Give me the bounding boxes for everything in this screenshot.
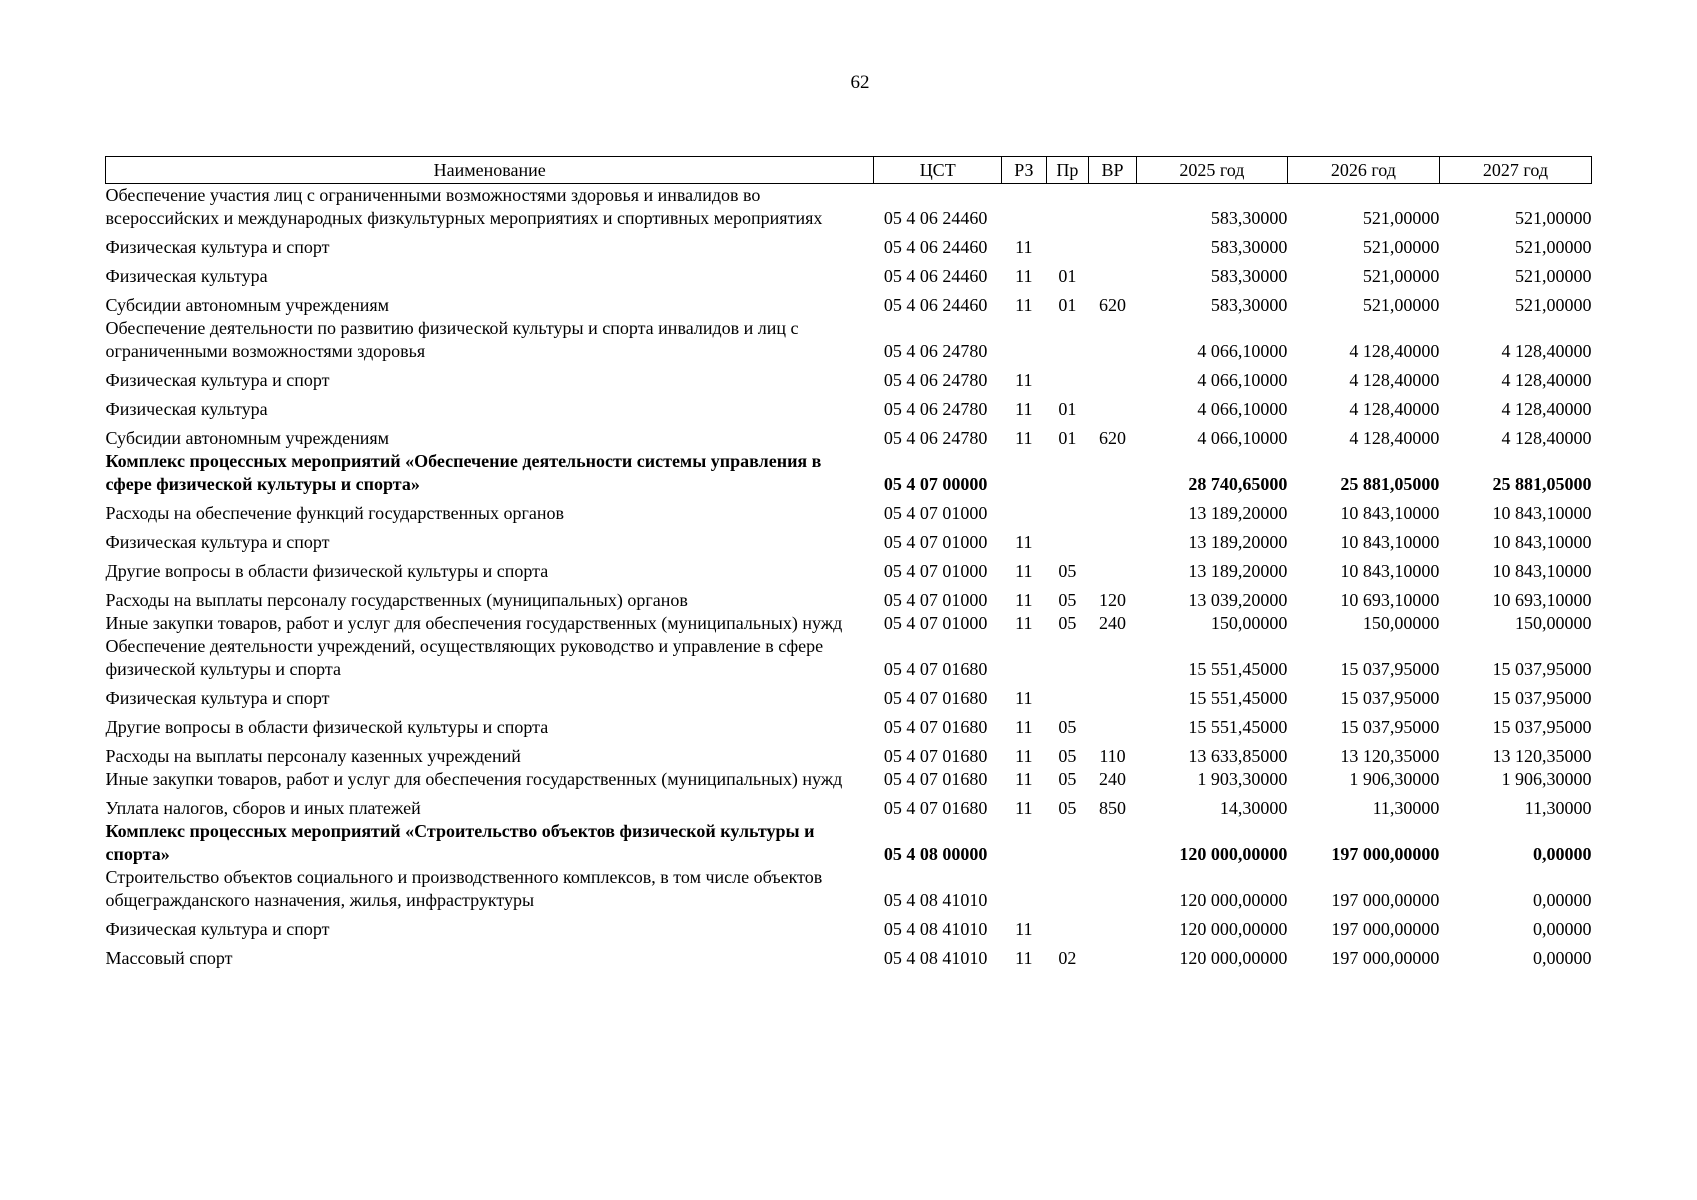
- cell-2025: 583,30000: [1210, 295, 1288, 315]
- cell-pr: [1046, 317, 1089, 363]
- cell-2026: 10 843,10000: [1340, 561, 1440, 581]
- cell-2026: 11,30000: [1372, 798, 1440, 818]
- cell-cst: 05 4 07 00000: [883, 474, 988, 494]
- cell-rz: 11: [1015, 399, 1033, 419]
- header-pr: Пр: [1046, 157, 1089, 184]
- cell-2026: 4 128,40000: [1349, 399, 1440, 419]
- header-cst: ЦСТ: [874, 157, 1002, 184]
- cell-cst: 05 4 06 24460: [883, 295, 988, 315]
- table-row: [106, 496, 1592, 525]
- cell-2026: 197 000,00000: [1331, 890, 1440, 910]
- cell-pr: 05: [1058, 769, 1077, 789]
- cell-cst: 05 4 08 41010: [883, 890, 988, 910]
- cell-cst: 05 4 08 00000: [883, 844, 988, 864]
- cell-2027: 10 843,10000: [1492, 561, 1592, 581]
- cell-cst: 05 4 06 24780: [883, 428, 988, 448]
- header-name: Наименование: [106, 157, 874, 184]
- cell-name: Уплата налогов, сборов и иных платежей: [105, 798, 421, 818]
- table-row: [106, 681, 1592, 710]
- cell-name: Иные закупки товаров, работ и услуг для обеспечения государственных (муниципальных) нужд: [105, 613, 843, 633]
- cell-2025: 1 903,30000: [1197, 769, 1288, 789]
- cell-2027: 13 120,35000: [1492, 746, 1592, 766]
- cell-name: Физическая культура и спорт: [105, 688, 330, 708]
- cell-2026: 4 128,40000: [1349, 370, 1440, 390]
- cell-pr: [1046, 496, 1089, 525]
- cell-2027: 0,00000: [1533, 844, 1592, 864]
- cell-rz: [1002, 866, 1047, 912]
- cell-vr: 110: [1099, 746, 1126, 766]
- cell-name: Обеспечение деятельности по развитию физической культуры и спорта инвалидов и лиц с ограниченными возможностями здоровья: [105, 318, 799, 361]
- cell-name: Физическая культура: [105, 266, 268, 286]
- cell-vr: 240: [1099, 613, 1127, 633]
- table-row: [106, 820, 1592, 866]
- cell-cst: 05 4 07 01000: [883, 532, 988, 552]
- cell-cst: 05 4 07 01680: [883, 769, 988, 789]
- cell-vr: [1089, 496, 1137, 525]
- cell-cst: 05 4 07 01000: [883, 503, 988, 523]
- cell-name: Физическая культура: [105, 399, 268, 419]
- cell-cst: 05 4 06 24460: [883, 237, 988, 257]
- cell-rz: 11: [1015, 561, 1033, 581]
- cell-vr: [1089, 941, 1137, 970]
- cell-rz: 11: [1015, 746, 1033, 766]
- table-row: [106, 710, 1592, 739]
- cell-pr: [1046, 450, 1089, 496]
- cell-name: Физическая культура и спорт: [105, 532, 330, 552]
- cell-2026: 15 037,95000: [1340, 659, 1440, 679]
- cell-2025: 13 189,20000: [1188, 503, 1288, 523]
- cell-2026: 521,00000: [1362, 295, 1440, 315]
- cell-cst: 05 4 06 24460: [883, 266, 988, 286]
- cell-cst: 05 4 08 41010: [883, 948, 988, 968]
- cell-pr: [1046, 525, 1089, 554]
- cell-2025: 583,30000: [1210, 266, 1288, 286]
- cell-2025: 4 066,10000: [1197, 399, 1288, 419]
- cell-2027: 11,30000: [1524, 798, 1592, 818]
- budget-table: [105, 156, 1592, 970]
- cell-2027: 4 128,40000: [1501, 428, 1592, 448]
- cell-vr: 120: [1099, 590, 1127, 610]
- table-header: [106, 157, 1592, 184]
- cell-pr: 01: [1058, 266, 1077, 286]
- cell-2027: 4 128,40000: [1501, 341, 1592, 361]
- cell-vr: [1089, 230, 1137, 259]
- cell-cst: 05 4 07 01680: [883, 746, 988, 766]
- cell-rz: [1002, 317, 1047, 363]
- cell-2025: 583,30000: [1210, 237, 1288, 257]
- table-row: [106, 184, 1592, 231]
- cell-name: Комплекс процессных мероприятий «Обеспечение деятельности системы управления в сфере физической культуры и спорта»: [105, 451, 822, 494]
- cell-vr: 620: [1099, 295, 1127, 315]
- cell-pr: 05: [1058, 746, 1077, 766]
- cell-pr: 05: [1058, 613, 1077, 633]
- cell-pr: 05: [1058, 798, 1077, 818]
- cell-name: Массовый спорт: [105, 948, 233, 968]
- cell-2025: 14,30000: [1219, 798, 1288, 818]
- cell-rz: 11: [1015, 717, 1033, 737]
- cell-2025: 13 189,20000: [1188, 561, 1288, 581]
- cell-name: Расходы на обеспечение функций государственных органов: [105, 503, 564, 523]
- cell-2026: 521,00000: [1362, 266, 1440, 286]
- table-row: [106, 230, 1592, 259]
- cell-2026: 15 037,95000: [1340, 688, 1440, 708]
- header-rz: РЗ: [1002, 157, 1047, 184]
- cell-vr: [1089, 554, 1137, 583]
- cell-rz: 11: [1015, 919, 1033, 939]
- cell-pr: 01: [1058, 428, 1077, 448]
- cell-name: Другие вопросы в области физической культуры и спорта: [105, 717, 549, 737]
- cell-cst: 05 4 07 01680: [883, 717, 988, 737]
- cell-rz: [1002, 635, 1047, 681]
- cell-pr: [1046, 184, 1089, 231]
- cell-rz: 11: [1015, 769, 1033, 789]
- cell-vr: [1089, 392, 1137, 421]
- cell-2027: 10 843,10000: [1492, 503, 1592, 523]
- table-row: [106, 612, 1592, 635]
- cell-cst: 05 4 07 01680: [883, 659, 988, 679]
- cell-name: Иные закупки товаров, работ и услуг для обеспечения государственных (муниципальных) нужд: [105, 769, 843, 789]
- cell-vr: 240: [1099, 769, 1127, 789]
- cell-vr: [1089, 317, 1137, 363]
- cell-2027: 15 037,95000: [1492, 688, 1592, 708]
- cell-pr: 01: [1058, 399, 1077, 419]
- header-vr: ВР: [1089, 157, 1137, 184]
- cell-2027: 521,00000: [1515, 295, 1592, 315]
- cell-rz: [1002, 496, 1047, 525]
- cell-2027: 0,00000: [1533, 948, 1592, 968]
- cell-cst: 05 4 06 24780: [883, 341, 988, 361]
- cell-2027: 0,00000: [1533, 890, 1592, 910]
- cell-2025: 15 551,45000: [1188, 688, 1288, 708]
- cell-name: Субсидии автономным учреждениям: [105, 295, 390, 315]
- cell-cst: 05 4 06 24780: [883, 399, 988, 419]
- table-row: [106, 912, 1592, 941]
- cell-rz: 11: [1015, 370, 1033, 390]
- cell-rz: 11: [1015, 590, 1033, 610]
- cell-vr: [1089, 635, 1137, 681]
- cell-2025: 583,30000: [1210, 208, 1288, 228]
- table-row: [106, 525, 1592, 554]
- cell-name: Комплекс процессных мероприятий «Строительство объектов физической культуры и спорта»: [105, 821, 815, 864]
- cell-vr: [1089, 184, 1137, 231]
- cell-2025: 13 633,85000: [1188, 746, 1288, 766]
- cell-name: Физическая культура и спорт: [105, 237, 330, 257]
- cell-pr: 05: [1058, 590, 1077, 610]
- cell-rz: 11: [1015, 428, 1033, 448]
- cell-2027: 521,00000: [1515, 266, 1592, 286]
- cell-name: Другие вопросы в области физической культуры и спорта: [105, 561, 549, 581]
- cell-cst: 05 4 07 01680: [883, 688, 988, 708]
- table-row: [106, 791, 1592, 820]
- cell-vr: [1089, 866, 1137, 912]
- cell-cst: 05 4 08 41010: [883, 919, 988, 939]
- cell-2025: 4 066,10000: [1197, 370, 1288, 390]
- cell-2025: 28 740,65000: [1188, 474, 1288, 494]
- cell-rz: [1002, 820, 1047, 866]
- cell-pr: 01: [1058, 295, 1077, 315]
- cell-2025: 15 551,45000: [1188, 659, 1288, 679]
- cell-2025: 13 189,20000: [1188, 532, 1288, 552]
- cell-pr: [1046, 866, 1089, 912]
- cell-pr: 05: [1058, 717, 1077, 737]
- cell-vr: [1089, 710, 1137, 739]
- cell-pr: 05: [1058, 561, 1077, 581]
- cell-cst: 05 4 06 24780: [883, 370, 988, 390]
- cell-name: Физическая культура и спорт: [105, 919, 330, 939]
- cell-2026: 521,00000: [1362, 208, 1440, 228]
- table-body: [106, 184, 1592, 971]
- cell-2026: 13 120,35000: [1340, 746, 1440, 766]
- cell-name: Расходы на выплаты персоналу казенных учреждений: [105, 746, 521, 766]
- cell-cst: 05 4 06 24460: [883, 208, 988, 228]
- cell-2026: 197 000,00000: [1331, 919, 1440, 939]
- cell-name: Обеспечение участия лиц с ограниченными возможностями здоровья и инвалидов во всероссийских и международных физкультурных мероприятиях и спортивных мероприятиях: [105, 185, 823, 228]
- cell-2027: 25 881,05000: [1492, 474, 1592, 494]
- cell-rz: 11: [1015, 948, 1033, 968]
- table-row: [106, 259, 1592, 288]
- cell-2026: 4 128,40000: [1349, 341, 1440, 361]
- cell-2025: 120 000,00000: [1179, 948, 1288, 968]
- cell-2025: 150,00000: [1210, 613, 1288, 633]
- cell-cst: 05 4 07 01000: [883, 590, 988, 610]
- cell-rz: 11: [1015, 295, 1033, 315]
- cell-rz: [1002, 184, 1047, 231]
- cell-2025: 13 039,20000: [1188, 590, 1288, 610]
- table-row: [106, 450, 1592, 496]
- cell-2027: 0,00000: [1533, 919, 1592, 939]
- cell-vr: [1089, 450, 1137, 496]
- cell-pr: [1046, 912, 1089, 941]
- cell-cst: 05 4 07 01000: [883, 561, 988, 581]
- cell-vr: [1089, 681, 1137, 710]
- table-row: [106, 583, 1592, 612]
- cell-pr: [1046, 635, 1089, 681]
- table-row: [106, 392, 1592, 421]
- cell-2027: 4 128,40000: [1501, 399, 1592, 419]
- table-row: [106, 866, 1592, 912]
- cell-2025: 4 066,10000: [1197, 341, 1288, 361]
- table-row: [106, 421, 1592, 450]
- cell-2027: 10 693,10000: [1492, 590, 1592, 610]
- cell-2026: 1 906,30000: [1349, 769, 1440, 789]
- cell-2027: 10 843,10000: [1492, 532, 1592, 552]
- cell-pr: [1046, 363, 1089, 392]
- cell-2026: 197 000,00000: [1331, 844, 1440, 864]
- cell-pr: [1046, 681, 1089, 710]
- cell-rz: 11: [1015, 237, 1033, 257]
- cell-2025: 120 000,00000: [1179, 844, 1288, 864]
- cell-pr: 02: [1058, 948, 1077, 968]
- table-row: [106, 635, 1592, 681]
- cell-name: Строительство объектов социального и производственного комплексов, в том числе объектов общегражданского назначения, жилья, инфраструктуры: [105, 867, 823, 910]
- table-row: [106, 363, 1592, 392]
- table-row: [106, 288, 1592, 317]
- cell-2027: 15 037,95000: [1492, 717, 1592, 737]
- cell-2026: 4 128,40000: [1349, 428, 1440, 448]
- cell-vr: [1089, 525, 1137, 554]
- cell-2027: 15 037,95000: [1492, 659, 1592, 679]
- cell-vr: [1089, 363, 1137, 392]
- cell-2025: 4 066,10000: [1197, 428, 1288, 448]
- cell-2026: 521,00000: [1362, 237, 1440, 257]
- cell-rz: 11: [1015, 266, 1033, 286]
- cell-2026: 10 693,10000: [1340, 590, 1440, 610]
- cell-2025: 120 000,00000: [1179, 890, 1288, 910]
- cell-rz: 11: [1015, 613, 1033, 633]
- cell-2026: 10 843,10000: [1340, 532, 1440, 552]
- cell-2027: 521,00000: [1515, 208, 1592, 228]
- cell-vr: 850: [1099, 798, 1127, 818]
- cell-name: Физическая культура и спорт: [105, 370, 330, 390]
- cell-pr: [1046, 820, 1089, 866]
- cell-2026: 150,00000: [1362, 613, 1440, 633]
- cell-2025: 15 551,45000: [1188, 717, 1288, 737]
- cell-rz: 11: [1015, 688, 1033, 708]
- cell-2026: 15 037,95000: [1340, 717, 1440, 737]
- header-2027: 2027 год: [1439, 157, 1591, 184]
- cell-rz: 11: [1015, 798, 1033, 818]
- table-row: [106, 768, 1592, 791]
- cell-2027: 521,00000: [1515, 237, 1592, 257]
- cell-pr: [1046, 230, 1089, 259]
- cell-2027: 150,00000: [1515, 613, 1592, 633]
- cell-2027: 1 906,30000: [1501, 769, 1592, 789]
- header-2025: 2025 год: [1136, 157, 1287, 184]
- cell-cst: 05 4 07 01680: [883, 798, 988, 818]
- header-2026: 2026 год: [1287, 157, 1439, 184]
- table-row: [106, 317, 1592, 363]
- cell-rz: 11: [1015, 532, 1033, 552]
- cell-2027: 4 128,40000: [1501, 370, 1592, 390]
- cell-name: Расходы на выплаты персоналу государственных (муниципальных) органов: [105, 590, 688, 610]
- cell-vr: 620: [1099, 428, 1127, 448]
- cell-2025: 120 000,00000: [1179, 919, 1288, 939]
- cell-name: Обеспечение деятельности учреждений, осуществляющих руководство и управление в сфере физической культуры и спорта: [105, 636, 824, 679]
- cell-2026: 25 881,05000: [1340, 474, 1440, 494]
- page-number: 62: [850, 72, 870, 93]
- table-row: [106, 941, 1592, 970]
- cell-2026: 10 843,10000: [1340, 503, 1440, 523]
- cell-rz: [1002, 450, 1047, 496]
- cell-vr: [1089, 912, 1137, 941]
- cell-vr: [1089, 820, 1137, 866]
- cell-name: Субсидии автономным учреждениям: [105, 428, 390, 448]
- table-row: [106, 739, 1592, 768]
- cell-vr: [1089, 259, 1137, 288]
- cell-2026: 197 000,00000: [1331, 948, 1440, 968]
- cell-cst: 05 4 07 01000: [883, 613, 988, 633]
- table-row: [106, 554, 1592, 583]
